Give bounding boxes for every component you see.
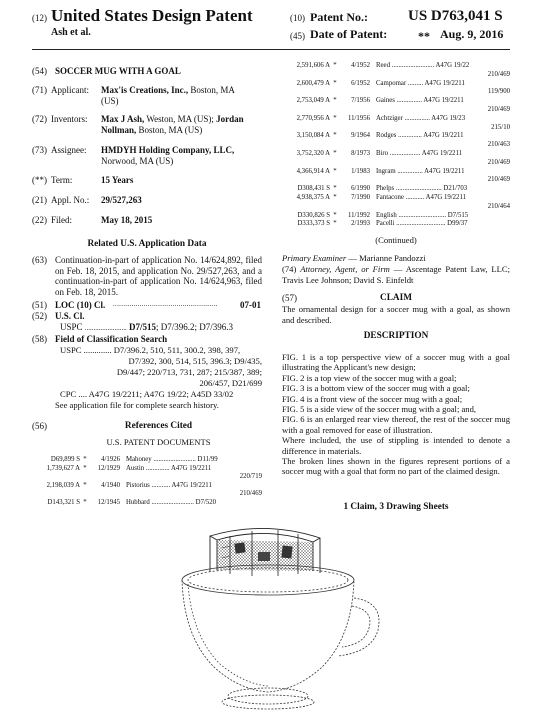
claim-text: The ornamental design for a soccer mug with a goal, as shown and described. bbox=[282, 304, 510, 325]
ref-name-class: Campomar ......... A47G 19/2211 bbox=[376, 79, 465, 87]
field-line-2: D7/392, 300, 514, 515, 396.3; D9/435, bbox=[128, 356, 262, 366]
ref-star: * bbox=[333, 211, 337, 219]
refs-code: (56) bbox=[32, 421, 47, 431]
attorney-names: — Ascentage Patent Law, LLC; Travis Lee Johnson; David S. Einfeldt bbox=[282, 264, 510, 285]
ref-date: 6/1952 bbox=[351, 79, 370, 87]
ref-date: 11/1992 bbox=[347, 211, 370, 219]
soccer-mug-drawing bbox=[170, 518, 385, 710]
inventors-label: Inventors: bbox=[51, 114, 88, 124]
ref-star: * bbox=[333, 97, 337, 105]
attorney-label: Attorney, Agent, or Firm bbox=[300, 264, 390, 274]
assignee-value bbox=[101, 145, 234, 167]
uscl-main: D7/515 bbox=[129, 322, 157, 332]
ref-name-class: 210/469 bbox=[487, 106, 510, 113]
ref-date: 4/1940 bbox=[101, 481, 120, 489]
ref-number: 2,753,049 A bbox=[296, 97, 330, 105]
desc-broken-lines: The broken lines shown in the figures represent portions of a soccer mug with a goal that form no part of the claimed design. bbox=[282, 456, 510, 477]
loc-dots: ................................................... bbox=[113, 300, 218, 308]
ref-star: * bbox=[333, 167, 337, 175]
ref-name-class: 210/463 bbox=[487, 141, 510, 149]
ref-name-class: Rodges .............. A47G 19/2211 bbox=[376, 132, 464, 140]
ref-number: 3,752,320 A bbox=[296, 150, 330, 157]
term-code: (**) bbox=[32, 175, 47, 185]
inventor-1-city: Weston, MA (US); bbox=[144, 114, 217, 124]
ref-name-class: Reed ......................... A47G 19/22 bbox=[376, 62, 470, 69]
appl-label: Appl. No.: bbox=[51, 195, 90, 205]
ref-star: * bbox=[83, 499, 87, 506]
goal-icon bbox=[210, 528, 320, 576]
ref-number: 4,366,914 A bbox=[296, 167, 330, 175]
ref-date: 7/1990 bbox=[351, 194, 370, 201]
ref-date: 2/1993 bbox=[351, 220, 370, 228]
uscl-usp: USPC bbox=[60, 322, 83, 332]
ref-star: * bbox=[83, 464, 87, 472]
ref-date: 8/1973 bbox=[351, 150, 370, 157]
claim-heading: CLAIM bbox=[379, 293, 413, 303]
applicant-country: (US) bbox=[101, 96, 119, 106]
ref-name-class: Achtziger ............... A47G 19/23 bbox=[376, 114, 466, 122]
field-line-1: USPC ............. D7/396.2, 510, 511, 300.2, 398, 397, bbox=[60, 345, 241, 355]
ref-number: 2,770,956 A bbox=[296, 114, 330, 122]
ref-name-class: 119/900 bbox=[487, 88, 510, 96]
desc-fig-5: FIG. 5 is a side view of the soccer mug with a goal; and, bbox=[282, 404, 477, 415]
ref-name-class: Pacelli ............................. D99/37 bbox=[376, 220, 468, 228]
design-title: SOCCER MUG WITH A GOAL bbox=[55, 66, 181, 76]
loc-code: (51) bbox=[32, 300, 47, 310]
ref-number: D308,431 S bbox=[297, 185, 330, 193]
claims-count: 1 Claim, 3 Drawing Sheets bbox=[343, 502, 449, 512]
ref-name-class: Austin .............. A47G 19/2211 bbox=[126, 464, 212, 472]
ref-name-class: Hubbard ......................... D7/520 bbox=[126, 499, 217, 506]
uscl-rest: ; D7/396.2; D7/396.3 bbox=[156, 322, 234, 332]
examiner-label: Primary Examiner bbox=[282, 253, 347, 263]
ref-number: D143,321 S bbox=[47, 499, 80, 506]
assignee-name: HMDYH Holding Company, LLC, bbox=[101, 145, 235, 155]
applicant-name: Max'is Creations, Inc., bbox=[101, 85, 189, 95]
loc-value: 07-01 bbox=[240, 300, 261, 310]
ref-name-class: Gaines ............... A47G 19/2211 bbox=[376, 97, 464, 105]
ref-star: * bbox=[333, 220, 337, 228]
ref-name-class: Mahoney ......................... D11/99 bbox=[126, 456, 218, 463]
field-line-6: See application file for complete search history. bbox=[55, 400, 219, 410]
ref-date: 9/1964 bbox=[351, 132, 370, 140]
continued-note: (Continued) bbox=[375, 235, 417, 245]
header-code-45: (45) bbox=[290, 31, 305, 41]
attorney-block bbox=[282, 264, 510, 285]
ref-name-class: 210/469 bbox=[487, 70, 510, 78]
ref-date: 7/1956 bbox=[351, 97, 370, 105]
ref-name-class: 215/10 bbox=[491, 123, 510, 131]
patent-type-title: United States Design Patent bbox=[51, 6, 253, 25]
patent-no-label: Patent No.: bbox=[310, 10, 368, 24]
term-label: Term: bbox=[51, 175, 73, 185]
filed-code: (22) bbox=[32, 215, 47, 225]
field-code: (58) bbox=[32, 334, 47, 344]
ref-star: * bbox=[83, 481, 87, 489]
ref-name-class: 220/719 bbox=[239, 473, 262, 481]
ref-date: 6/1990 bbox=[351, 185, 370, 193]
field-line-4: 206/457, D21/699 bbox=[199, 378, 262, 388]
desc-fig-6: FIG. 6 is an enlarged rear view thereof, the rest of the soccer mug with a goal removed for ease of illustration. bbox=[282, 414, 510, 435]
ref-name-class: Phelps ........................... D21/703 bbox=[376, 185, 468, 193]
ref-date: 12/1929 bbox=[97, 464, 120, 472]
mug-icon bbox=[182, 565, 379, 709]
inventor-2-city: Boston, MA (US) bbox=[136, 125, 203, 135]
desc-fig-3: FIG. 3 is a bottom view of the soccer mug with a goal; bbox=[282, 383, 470, 394]
ref-name-class: Biro .................. A47G 19/2211 bbox=[376, 150, 463, 157]
desc-fig-2: FIG. 2 is a top view of the soccer mug with a goal; bbox=[282, 372, 457, 383]
ref-number: 3,150,084 A bbox=[296, 132, 330, 140]
header-code-10: (10) bbox=[290, 13, 305, 23]
related-text: Continuation-in-part of application No. 14/624,892, filed on Feb. 18, 2015, and application No. 29/527,263, and a continuation-in-part of application No. 14/624,963, filed on Feb. 18, 2015. bbox=[55, 255, 262, 297]
ref-star: * bbox=[333, 79, 337, 87]
related-code: (63) bbox=[32, 255, 47, 265]
ref-name-class: 210/469 bbox=[239, 490, 262, 498]
uscl-line bbox=[60, 322, 233, 332]
uscl-code: (52) bbox=[32, 311, 47, 321]
inventor-2-first: Jordan bbox=[216, 114, 244, 124]
applicant-city: Boston, MA bbox=[188, 85, 235, 95]
field-line-3: D9/447; 220/713, 731, 287; 215/387, 389; bbox=[116, 367, 262, 377]
assignee-city: Norwood, MA (US) bbox=[101, 156, 174, 166]
ref-name-class: 210/464 bbox=[487, 202, 510, 210]
ref-date: 12/1945 bbox=[97, 499, 120, 506]
title-code: (54) bbox=[32, 66, 47, 76]
ref-star: * bbox=[333, 114, 337, 122]
filed-value: May 18, 2015 bbox=[101, 215, 153, 225]
date-mark: ** bbox=[418, 29, 430, 43]
ref-number: D330,826 S bbox=[297, 211, 330, 219]
ref-star: * bbox=[333, 194, 337, 201]
ref-star: * bbox=[83, 456, 87, 463]
examiner-line bbox=[282, 253, 426, 263]
ref-date: 11/1956 bbox=[347, 114, 370, 122]
applicant-code: (71) bbox=[32, 85, 47, 95]
claim-code: (57) bbox=[282, 293, 297, 303]
appl-value: 29/527,263 bbox=[101, 195, 142, 205]
ref-number: D333,373 S bbox=[297, 220, 330, 228]
ref-date: 4/1926 bbox=[101, 456, 120, 463]
ref-star: * bbox=[333, 62, 337, 69]
field-label: Field of Classification Search bbox=[55, 334, 168, 344]
uscl-label: U.S. Cl. bbox=[55, 311, 85, 321]
patent-number: US D763,041 S bbox=[408, 8, 503, 24]
ref-name-class: Fantacone ........... A47G 19/2211 bbox=[376, 194, 466, 201]
assignee-code: (73) bbox=[32, 145, 47, 155]
desc-fig-4: FIG. 4 is a front view of the soccer mug with a goal; bbox=[282, 393, 463, 404]
refs-heading: References Cited bbox=[124, 421, 193, 431]
inventors-code: (72) bbox=[32, 114, 47, 124]
uscl-dots: ........................ bbox=[84, 324, 127, 332]
ref-star: * bbox=[333, 150, 337, 157]
loc-label: LOC (10) Cl. bbox=[55, 300, 106, 310]
inventor-2-last: Nollman, bbox=[101, 125, 137, 135]
ref-number: 2,198,039 A bbox=[46, 481, 80, 489]
ref-name-class: Pistorius ........... A47G 19/2211 bbox=[126, 481, 212, 489]
patent-date: Aug. 9, 2016 bbox=[440, 27, 504, 41]
appl-code: (21) bbox=[32, 195, 47, 205]
desc-fig-1: FIG. 1 is a top perspective view of a soccer mug with a goal illustrating the Applicant's new design; bbox=[282, 352, 510, 373]
assignee-label: Assignee: bbox=[51, 145, 87, 155]
desc-stippling: Where included, the use of stippling is intended to denote a difference in materials. bbox=[282, 435, 510, 456]
header-code-12: (12) bbox=[32, 13, 47, 23]
ref-star: * bbox=[333, 185, 337, 193]
ref-date: 1/1983 bbox=[351, 167, 370, 175]
description-body bbox=[282, 352, 510, 477]
ref-name-class: 210/469 bbox=[487, 158, 510, 166]
filed-label: Filed: bbox=[51, 215, 73, 225]
inventor-short: Ash et al. bbox=[51, 27, 91, 38]
ref-number: 4,938,375 A bbox=[296, 194, 330, 201]
inventor-1-name: Max J Ash, bbox=[101, 114, 145, 124]
ref-name-class: 210/469 bbox=[487, 176, 510, 184]
related-heading: Related U.S. Application Data bbox=[87, 239, 207, 249]
ref-number: 1,739,627 A bbox=[46, 464, 80, 472]
ref-number: D69,899 S bbox=[50, 456, 80, 463]
attorney-code: (74) bbox=[282, 264, 297, 274]
inventors-value bbox=[101, 114, 244, 136]
examiner-name: — Marianne Pandozzi bbox=[346, 253, 426, 263]
ref-name-class: English ............................ D7/515 bbox=[376, 211, 469, 219]
date-label: Date of Patent: bbox=[310, 27, 388, 41]
ref-number: 2,591,606 A bbox=[296, 62, 330, 69]
ref-star: * bbox=[333, 132, 337, 140]
ref-name-class: Ingram ............... A47G 19/2211 bbox=[376, 167, 465, 175]
header-rule bbox=[32, 49, 510, 50]
refs-subheading: U.S. PATENT DOCUMENTS bbox=[106, 437, 211, 447]
ref-number: 2,600,479 A bbox=[296, 79, 330, 87]
applicant-value bbox=[101, 85, 235, 107]
term-value: 15 Years bbox=[101, 175, 134, 185]
description-heading: DESCRIPTION bbox=[363, 331, 429, 341]
field-line-5: CPC .... A47G 19/2211; A47G 19/22; A45D 33/02 bbox=[60, 389, 234, 399]
ref-date: 4/1952 bbox=[351, 62, 370, 69]
applicant-label: Applicant: bbox=[51, 85, 89, 95]
